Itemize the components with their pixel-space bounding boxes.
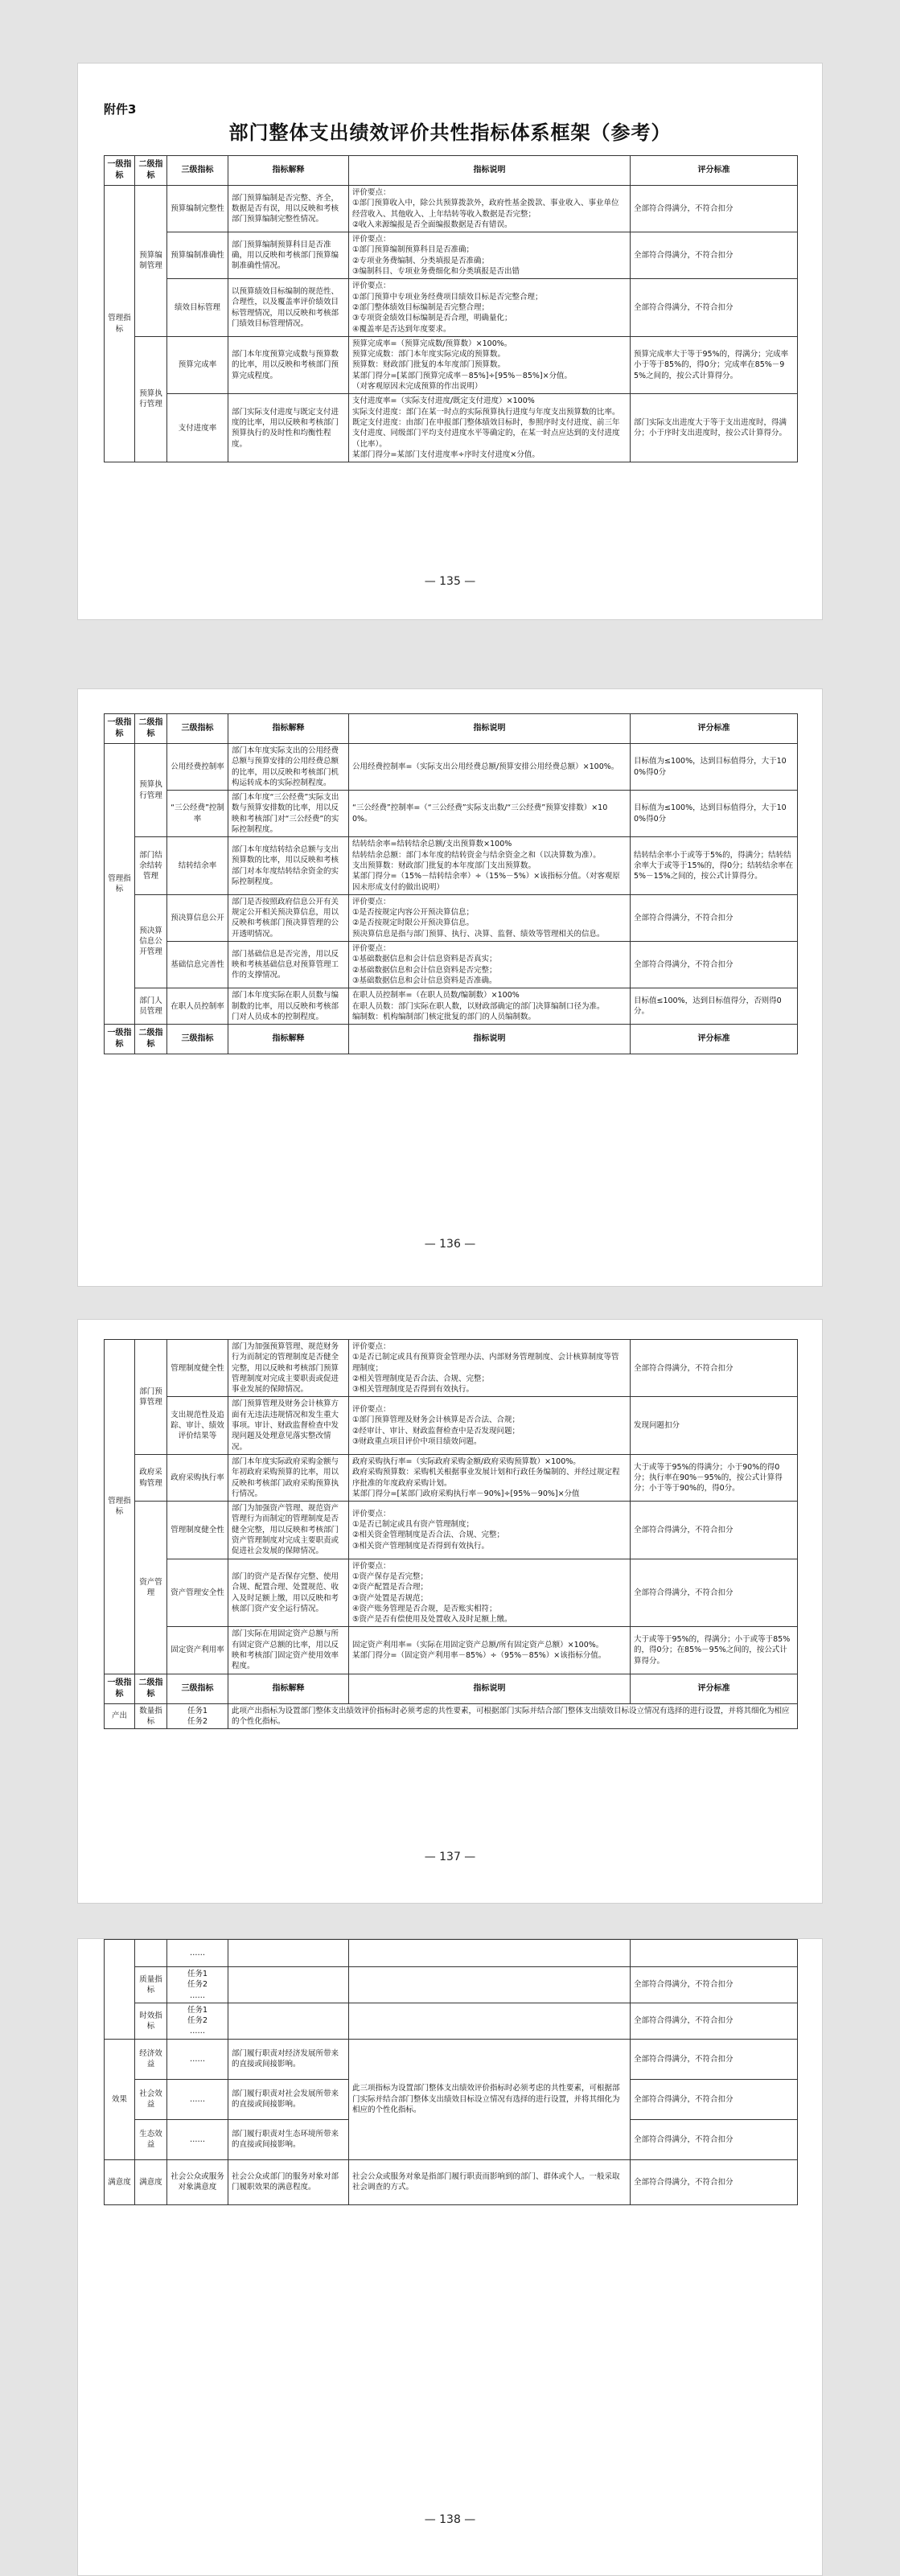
standard-cell: 目标值为≤100%，达到目标值得分，大于100%得0分 xyxy=(631,791,798,837)
header-l2: 二级指标 xyxy=(135,714,167,744)
table-mid-header-row xyxy=(105,1674,798,1703)
page-2 xyxy=(77,688,823,1287)
task-2-label: 任务2 xyxy=(187,2016,208,2026)
description-cell: 评价要点： ①是否已制定或具有预算资金管理办法、内部财务管理制度、会计核算制度等管理制度； ②相关管理制度是否合法、合规、完整； ③相关管理制度是否得到有效执行。 xyxy=(349,1340,631,1397)
ellipsis-label: …… xyxy=(190,2027,205,2036)
header-l3: 三级指标 xyxy=(167,156,228,186)
table-header-row xyxy=(105,156,798,186)
l1-cell: 满意度 xyxy=(105,2159,135,2204)
l3-cell: 管理制度健全性 xyxy=(167,1502,228,1559)
standard-cell: 大于或等于95%的，得满分；小于或等于85%的，得0分；在85%－95%之间的，按公式计算得分。 xyxy=(631,1627,798,1674)
l3-cell: 基础信息完善性 xyxy=(167,942,228,988)
explanation-cell xyxy=(228,1940,349,1967)
standard-cell: 全部符合得满分，不符合扣分 xyxy=(631,2079,798,2119)
task-1-label: 任务1 xyxy=(187,1970,208,1978)
standard-cell: 全部符合得满分，不符合扣分 xyxy=(631,1559,798,1627)
l1-cell: 管理指标 xyxy=(105,186,135,462)
standard-cell: 全部符合得满分，不符合扣分 xyxy=(631,1502,798,1559)
standard-cell: 部门实际支出进度大于等于支出进度时，得满分；小于序时支出进度时，按公式计算得分。 xyxy=(631,394,798,462)
description-cell: 评价要点： ①是否已制定或具有资产管理制度； ②相关资金管理制度是否合法、合规、完整； ③相关资产管理制度是否得到有效执行。 xyxy=(349,1502,631,1559)
header-description: 指标说明 xyxy=(349,1674,631,1703)
header-l2: 二级指标 xyxy=(135,1025,167,1054)
explanation-cell: 部门履行职责对社会发展所带来的直接或间接影响。 xyxy=(228,2079,349,2119)
table-row xyxy=(105,744,798,791)
table-row xyxy=(105,232,798,279)
header-l1: 一级指标 xyxy=(105,714,135,744)
l2-cell: 预算执行管理 xyxy=(135,336,167,462)
attachment-label: 附件3 xyxy=(104,102,137,117)
explanation-cell: 部门本年度预算完成数与预算数的比率，用以反映和考核部门预算完成程度。 xyxy=(228,336,349,393)
explanation-cell: 社会公众或部门的服务对象对部门履职效果的满意程度。 xyxy=(228,2159,349,2204)
description-cell: 公用经费控制率=（实际支出公用经费总额/预算安排公用经费总额）×100%。 xyxy=(349,744,631,791)
standard-cell: 结转结余率小于或等于5%的，得满分；结转结余率大于或等于15%的，得0分；结转结余率在5%－15%之间的，按公式计算得分。 xyxy=(631,837,798,894)
l3-cell: 结转结余率 xyxy=(167,837,228,894)
description-cell: 评价要点： ①是否按规定内容公开预决算信息； ②是否按规定时限公开预决算信息。 预决算信息是指与部门预算、执行、决算、监督、绩效等管理相关的信息。 xyxy=(349,894,631,941)
explanation-cell: 部门本年度实际支出的公用经费总额与预算安排的公用经费总额的比率，用以反映和考核部门机构运转成本的实际控制程度。 xyxy=(228,744,349,791)
description-cell: “三公经费”控制率=（“三公经费”实际支出数/“三公经费”预算安排数）×100%。 xyxy=(349,791,631,837)
table-row xyxy=(105,1559,798,1627)
description-cell: 固定资产利用率=（实际在用固定资产总额/所有固定资产总额）×100%。 某部门得分=（固定资产利用率－85%）÷（95%－85%）×该指标分值。 xyxy=(349,1627,631,1674)
page-3 xyxy=(77,1319,823,1904)
standard-cell: 全部符合得满分，不符合扣分 xyxy=(631,942,798,988)
header-l1: 一级指标 xyxy=(105,1025,135,1054)
table-row xyxy=(105,791,798,837)
l3-cell: “三公经费”控制率 xyxy=(167,791,228,837)
task-2-label: 任务2 xyxy=(187,1716,208,1726)
description-cell: 评价要点： ①部门预算管理及财务会计核算是否合法、合规； ②经审计、审计、财政监督检查中是否发现问题； ③财政重点项目评价中项目绩效问题。 xyxy=(349,1397,631,1454)
l3-cell: …… xyxy=(167,2079,228,2119)
header-l3: 三级指标 xyxy=(167,1674,228,1703)
l2-cell: 生态效益 xyxy=(135,2119,167,2159)
explanation-cell: 部门的资产是否保存完整、使用合规、配置合理、处置规范、收入及时足额上缴，用以反映和考核部门资产安全运行情况。 xyxy=(228,1559,349,1627)
table-row xyxy=(105,2003,798,2039)
l3-cell xyxy=(167,2003,228,2039)
l3-cell: 在职人员控制率 xyxy=(167,988,228,1025)
l2-cell: 政府采购管理 xyxy=(135,1454,167,1501)
header-standard: 评分标准 xyxy=(631,1025,798,1054)
table-row xyxy=(105,942,798,988)
table-row xyxy=(105,1454,798,1501)
table-row xyxy=(105,186,798,232)
l3-cell: 预算编制准确性 xyxy=(167,232,228,279)
l3-cell: 支付进度率 xyxy=(167,394,228,462)
standard-cell: 全部符合得满分，不符合扣分 xyxy=(631,2119,798,2159)
description-cell: 评价要点： ①部门预算收入中，除公共预算拨款外，政府性基金拨款、事业收入、事业单位经营收入、其他收入、上年结转等收入数据是否完整； ②收入来源编报是否全面编报数据是否有错误。 xyxy=(349,186,631,232)
indicator-table-p4 xyxy=(104,1939,798,2205)
indicator-table-p2 xyxy=(104,713,798,1054)
l2-cell xyxy=(135,1940,167,1967)
header-l2: 二级指标 xyxy=(135,1674,167,1703)
l3-cell: …… xyxy=(167,2119,228,2159)
explanation-cell: 部门为加强预算管理、规范财务行为而制定的管理制度是否健全完整，用以反映和考核部门预算管理制度对完成主要职责或促进事业发展的保障情况。 xyxy=(228,1340,349,1397)
task-2-label: 任务2 xyxy=(187,1980,208,1990)
table-row xyxy=(105,1397,798,1454)
l3-cell: 预算完成率 xyxy=(167,336,228,393)
header-standard: 评分标准 xyxy=(631,714,798,744)
description-cell: 社会公众或服务对象是指部门履行职责而影响到的部门、群体或个人。一般采取社会调查的方式。 xyxy=(349,2159,631,2204)
header-explanation: 指标解释 xyxy=(228,1025,349,1054)
l3-cell: 政府采购执行率 xyxy=(167,1454,228,1501)
explanation-cell xyxy=(228,2003,349,2039)
l2-cell: 社会效益 xyxy=(135,2079,167,2119)
explanation-cell: 部门预算管理及财务会计核算方面有无违法违规情况和发生重大事项。审计、财政监督检查中发现问题及处理意见落实整改情况。 xyxy=(228,1397,349,1454)
l2-cell: 预算编制管理 xyxy=(135,186,167,337)
header-l2: 二级指标 xyxy=(135,156,167,186)
table-row xyxy=(105,988,798,1025)
table-row xyxy=(105,2159,798,2204)
page-number: — 137 — xyxy=(424,1851,476,1863)
l2-cell: 部门预算管理 xyxy=(135,1340,167,1455)
l1-cell: 产出 xyxy=(105,1703,135,1729)
explanation-cell: 部门本年度结转结余总额与支出预算数的比率，用以反映和考核部门对本年度结转结余资金的实际控制程度。 xyxy=(228,837,349,894)
explanation-cell: 部门预算编制是否完整、齐全，数据是否有误，用以反映和考核部门预算编制完整性情况。 xyxy=(228,186,349,232)
header-description: 指标说明 xyxy=(349,714,631,744)
l3-cell xyxy=(167,1703,228,1729)
l2-cell: 满意度 xyxy=(135,2159,167,2204)
table-row xyxy=(105,336,798,393)
header-l1: 一级指标 xyxy=(105,1674,135,1703)
explanation-cell: 部门为加强资产管理、规范资产管理行为而制定的管理制度是否健全完整，用以反映和考核部门资产管理制度对完成主要职责或促进社会发展的保障情况。 xyxy=(228,1502,349,1559)
description-cell: 政府采购执行率=（实际政府采购金额/政府采购预算数）×100%。 政府采购预算数：采购机关根据事业发展计划和行政任务编制的、并经过规定程序批准的年度政府采购计划。 某部门得分=[某部门政府采购执行率－90%]÷[95%－90%]×分值 xyxy=(349,1454,631,1501)
header-description: 指标说明 xyxy=(349,156,631,186)
table-row xyxy=(105,279,798,336)
l3-cell: 固定资产利用率 xyxy=(167,1627,228,1674)
l3-cell: 公用经费控制率 xyxy=(167,744,228,791)
description-cell xyxy=(349,1967,631,2003)
description-cell: 评价要点： ①部门预算编制预算科目是否准确； ②专项业务费编制、分类填报是否准确； ③编制科目、专项业务费细化和分类填报是否出错 xyxy=(349,232,631,279)
standard-cell: 全部符合得满分，不符合扣分 xyxy=(631,186,798,232)
explanation-cell: 部门预算编制预算科目是否准确，用以反映和考核部门预算编制准确性情况。 xyxy=(228,232,349,279)
explanation-cell: 部门本年度“三公经费”实际支出数与预算安排数的比率，用以反映和考核部门对“三公经费”的实际控制程度。 xyxy=(228,791,349,837)
standard-cell: 全部符合得满分，不符合扣分 xyxy=(631,2039,798,2079)
table-row xyxy=(105,394,798,462)
header-l3: 三级指标 xyxy=(167,714,228,744)
l2-cell: 时效指标 xyxy=(135,2003,167,2039)
description-cell xyxy=(349,2003,631,2039)
explanation-cell: 以预算绩效目标编制的规范性、合理性，以及覆盖率评价绩效目标管理情况，用以反映和考核部门绩效目标管理情况。 xyxy=(228,279,349,336)
l3-cell: 预决算信息公开 xyxy=(167,894,228,941)
table-row xyxy=(105,1940,798,1967)
table-row xyxy=(105,1340,798,1397)
header-l1: 一级指标 xyxy=(105,156,135,186)
standard-cell xyxy=(631,1940,798,1967)
explanation-cell: 部门履行职责对经济发展所带来的直接或间接影响。 xyxy=(228,2039,349,2079)
header-explanation: 指标解释 xyxy=(228,156,349,186)
description-cell: 预算完成率=（预算完成数/预算数）×100%。 预算完成数：部门本年度实际完成的预算数。 预算数：财政部门批复的本年度部门预算数。 某部门得分=[某部门预算完成率－85%]÷[95%－85%]×分值。 （对客观原因未完成预算的作出说明） xyxy=(349,336,631,393)
standard-cell: 全部符合得满分，不符合扣分 xyxy=(631,2003,798,2039)
table-header-row xyxy=(105,714,798,744)
explanation-cell: 部门实际在用固定资产总额与所有固定资产总额的比率，用以反映和考核部门固定资产使用效率程度。 xyxy=(228,1627,349,1674)
description-cell: 在职人员控制率=（在职人员数/编制数）×100% 在职人员数：部门实际在职人数，以财政部确定的部门决算编制口径为准。 编制数：机构编制部门核定批复的部门的人员编制数。 xyxy=(349,988,631,1025)
standard-cell: 全部符合得满分，不符合扣分 xyxy=(631,2159,798,2204)
explanation-cell: 部门是否按照政府信息公开有关规定公开相关预决算信息，用以反映和考核部门预决算管理的公开透明情况。 xyxy=(228,894,349,941)
explanation-cell: 部门本年度实际在职人员数与编制数的比率，用以反映和考核部门对人员成本的控制程度。 xyxy=(228,988,349,1025)
description-cell: 评价要点： ①资产保存是否完整； ②资产配置是否合理； ③资产处置是否规范； ④资产账务管理是否合规，是否账实相符； ⑤资产是否有偿使用及处置收入及时足额上缴。 xyxy=(349,1559,631,1627)
task-1-label: 任务1 xyxy=(187,2005,208,2015)
task-1-label: 任务1 xyxy=(187,1706,208,1715)
header-standard: 评分标准 xyxy=(631,1674,798,1703)
explanation-cell: 此项产出指标为设置部门整体支出绩效评价指标时必须考虑的共性要素，可根据部门实际并结合部门整体支出绩效目标设立情况有选择的进行设置，并将其细化为相应的个性化指标。 xyxy=(228,1703,798,1729)
description-cell: 评价要点： ①部门预算中专项业务经费项目绩效目标是否完整合理； ②部门整体绩效目标编制是否完整合理； ③专项资金绩效目标编制是否合理，明确量化； ④覆盖率是否达到年度要求。 xyxy=(349,279,631,336)
description-cell: 此三项指标为设置部门整体支出绩效评价指标时必须考虑的共性要素，可根据部门实际并结合部门整体支出绩效目标设立情况有选择的进行设置，并将其细化为相应的个性化指标。 xyxy=(349,2039,631,2159)
explanation-cell: 部门履行职责对生态环境所带来的直接或间接影响。 xyxy=(228,2119,349,2159)
description-cell: 结转结余率=结转结余总额/支出预算数×100% 结转结余总额：部门本年度的结转资金与结余资金之和（以决算数为准）。 支出预算数：财政部门批复的本年度部门支出预算数。 某部门得分=（15%－结转结余率）÷（15%－5%）×该指标分值。（对客观原因未形成支付的做出说明） xyxy=(349,837,631,894)
ellipsis-label: …… xyxy=(190,1991,205,2000)
l2-cell: 部门结余结转管理 xyxy=(135,837,167,894)
explanation-cell: 部门实际支付进度与既定支付进度的比率，用以反映和考核部门预算执行的及时性和均衡性程度。 xyxy=(228,394,349,462)
explanation-cell: 部门本年度实际政府采购金额与年初政府采购预算的比率，用以反映和考核部门政府采购预算执行情况。 xyxy=(228,1454,349,1501)
header-description: 指标说明 xyxy=(349,1025,631,1054)
standard-cell: 发现问题扣分 xyxy=(631,1397,798,1454)
standard-cell: 预算完成率大于等于95%的，得满分；完成率小于等于85%的，得0分；完成率在85%－95%之间的，按公式计算得分。 xyxy=(631,336,798,393)
l3-cell: 绩效目标管理 xyxy=(167,279,228,336)
standard-cell: 全部符合得满分，不符合扣分 xyxy=(631,232,798,279)
l1-cell xyxy=(105,1940,135,2040)
page-1 xyxy=(77,63,823,620)
description-cell: 评价要点： ①基础数据信息和会计信息资料是否真实； ②基础数据信息和会计信息资料是否完整； ③基础数据信息和会计信息资料是否准确。 xyxy=(349,942,631,988)
page-number: — 138 — xyxy=(424,2513,476,2526)
header-explanation: 指标解释 xyxy=(228,714,349,744)
header-explanation: 指标解释 xyxy=(228,1674,349,1703)
indicator-table-p1 xyxy=(104,155,798,462)
table-row xyxy=(105,2039,798,2079)
standard-cell: 目标值≤100%，达到目标值得分，否则得0分。 xyxy=(631,988,798,1025)
page-4 xyxy=(77,1938,823,2576)
description-cell xyxy=(349,1940,631,1967)
l2-cell: 预决算信息公开管理 xyxy=(135,894,167,988)
page-number: — 136 — xyxy=(424,1238,476,1251)
standard-cell: 大于或等于95%的得满分；小于90%的得0分；执行率在90%－95%的，按公式计算得分；小于等于90%的，得0分。 xyxy=(631,1454,798,1501)
standard-cell: 目标值为≤100%，达到目标值得分，大于100%得0分 xyxy=(631,744,798,791)
l2-cell: 经济效益 xyxy=(135,2039,167,2079)
table-footer-header-row xyxy=(105,1025,798,1054)
table-row xyxy=(105,837,798,894)
table-row xyxy=(105,894,798,941)
header-standard: 评分标准 xyxy=(631,156,798,186)
l2-cell: 资产管理 xyxy=(135,1502,167,1674)
l3-cell: 资产管理安全性 xyxy=(167,1559,228,1627)
table-row xyxy=(105,1703,798,1729)
table-row xyxy=(105,1627,798,1674)
l3-cell: …… xyxy=(167,1940,228,1967)
header-l3: 三级指标 xyxy=(167,1025,228,1054)
l1-cell: 效果 xyxy=(105,2039,135,2159)
l3-cell xyxy=(167,1967,228,2003)
l2-cell: 预算执行管理 xyxy=(135,744,167,837)
standard-cell: 全部符合得满分，不符合扣分 xyxy=(631,1967,798,2003)
table-row xyxy=(105,1502,798,1559)
l2-cell: 质量指标 xyxy=(135,1967,167,2003)
indicator-table-p3 xyxy=(104,1339,798,1729)
description-cell: 支付进度率=（实际支付进度/既定支付进度）×100% 实际支付进度：部门在某一时点的实际预算执行进度与年度支出预算数的比率。 既定支付进度：由部门在申报部门整体绩效目标时，参照序时支付进度、前三年支付进度、同级部门平均支付进度水平等确定的，在某一时点应达到的支付进度（比率）。 某部门得分=某部门支付进度率÷序时支付进度×分值。 xyxy=(349,394,631,462)
l3-cell: 社会公众或服务对象满意度 xyxy=(167,2159,228,2204)
l1-cell: 管理指标 xyxy=(105,744,135,1025)
standard-cell: 全部符合得满分，不符合扣分 xyxy=(631,1340,798,1397)
page-number: — 135 — xyxy=(424,575,476,588)
explanation-cell: 部门基础信息是否完善，用以反映和考核基础信息对预算管理工作的支撑情况。 xyxy=(228,942,349,988)
l2-cell: 部门人员管理 xyxy=(135,988,167,1025)
standard-cell: 全部符合得满分，不符合扣分 xyxy=(631,279,798,336)
l1-cell: 管理指标 xyxy=(105,1340,135,1674)
l3-cell: 管理制度健全性 xyxy=(167,1340,228,1397)
table-row xyxy=(105,1967,798,2003)
explanation-cell xyxy=(228,1967,349,2003)
standard-cell: 全部符合得满分，不符合扣分 xyxy=(631,894,798,941)
l3-cell: 支出规范性及追踪、审计、绩效评价结果等 xyxy=(167,1397,228,1454)
l3-cell: 预算编制完整性 xyxy=(167,186,228,232)
l3-cell: …… xyxy=(167,2039,228,2079)
document-title: 部门整体支出绩效评价共性指标体系框架（参考） xyxy=(228,121,672,144)
l2-cell: 数量指标 xyxy=(135,1703,167,1729)
